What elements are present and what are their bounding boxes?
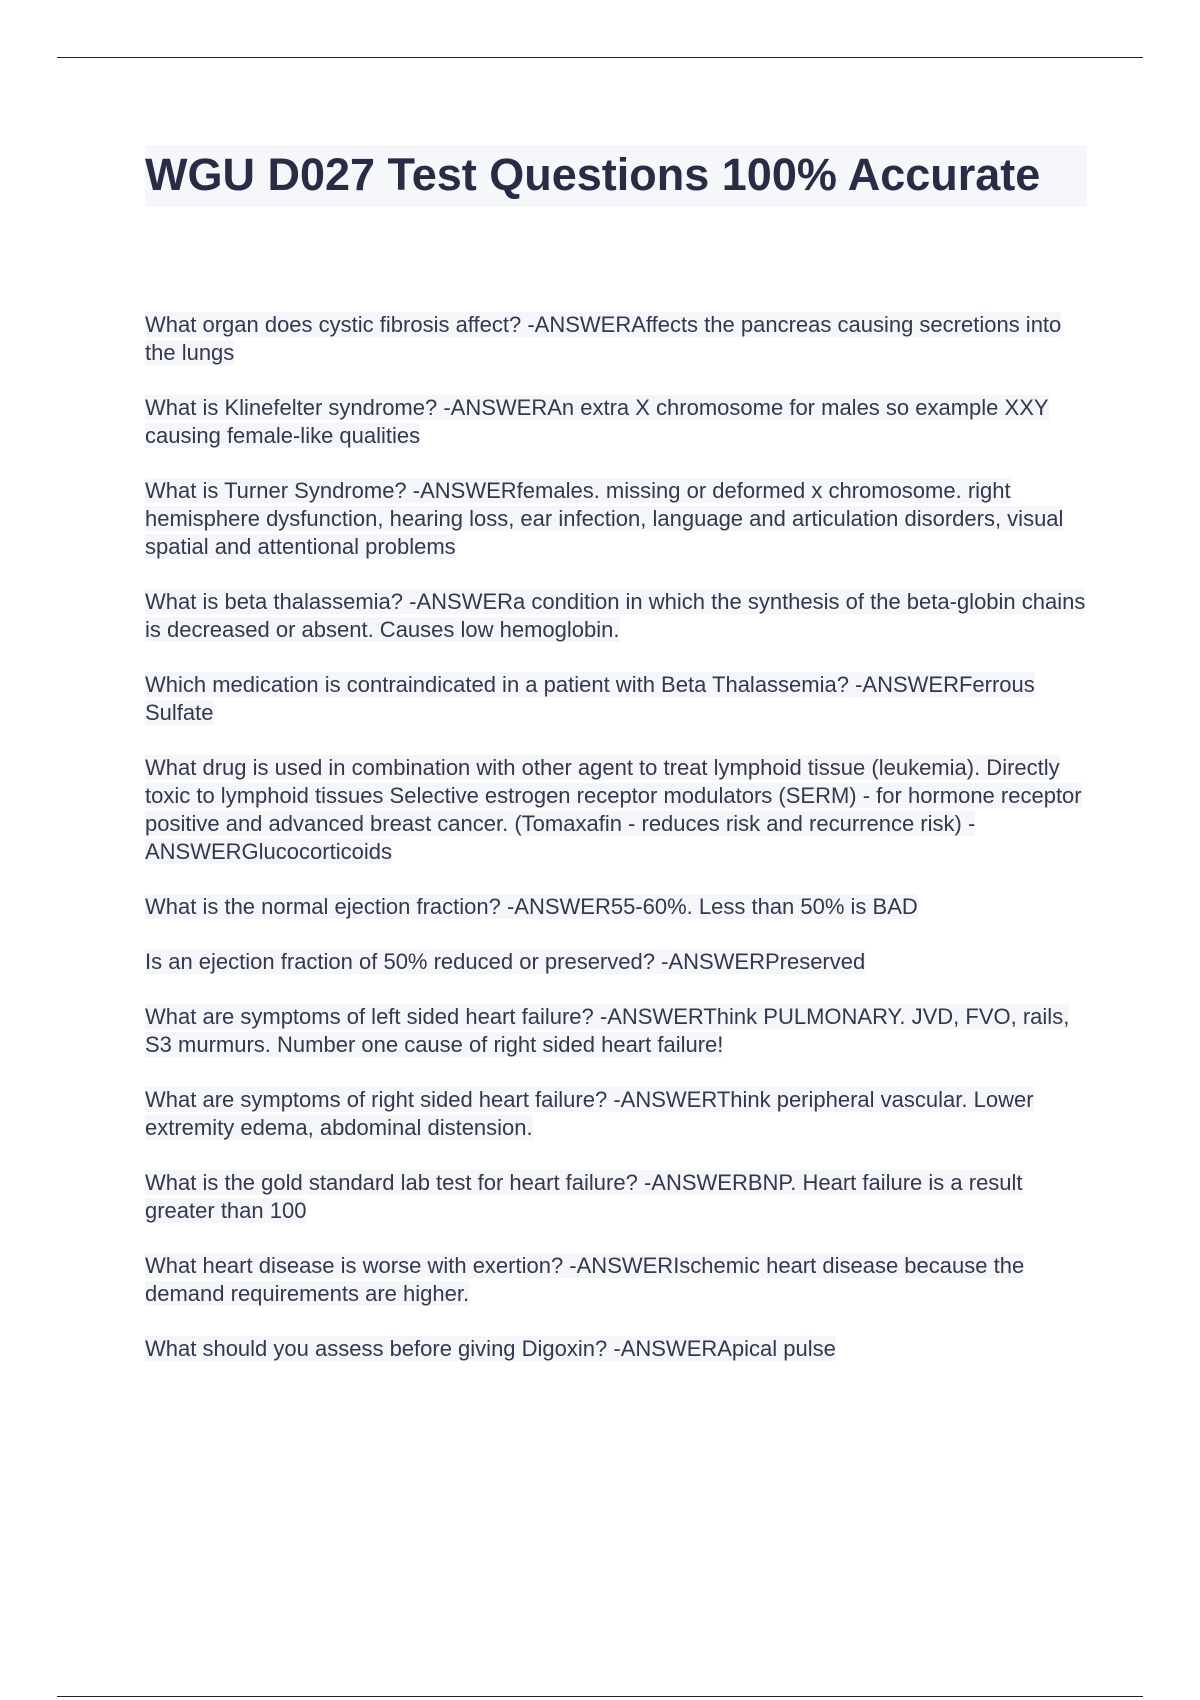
- qa-text: What are symptoms of right sided heart failure? -ANSWERThink peripheral vascular. Lower extremity edema, abdominal distension.: [145, 1087, 1034, 1140]
- qa-text: What should you assess before giving Digoxin? -ANSWERApical pulse: [145, 1336, 836, 1361]
- qa-item: [145, 1086, 1095, 1142]
- qa-text: What are symptoms of left sided heart failure? -ANSWERThink PULMONARY. JVD, FVO, rails, S3 murmurs. Number one cause of right sided heart failure!: [145, 1004, 1070, 1057]
- qa-text: Which medication is contraindicated in a patient with Beta Thalassemia? -ANSWERFerrous Sulfate: [145, 672, 1035, 725]
- qa-text: What is the gold standard lab test for heart failure? -ANSWERBNP. Heart failure is a result greater than 100: [145, 1170, 1023, 1223]
- qa-item: [145, 394, 1095, 450]
- qa-item: [145, 477, 1095, 561]
- qa-list: [145, 311, 1095, 1390]
- qa-item: [145, 1335, 1095, 1363]
- header-rule: [57, 57, 1143, 58]
- qa-item: [145, 754, 1095, 866]
- qa-text: What is the normal ejection fraction? -ANSWER55-60%. Less than 50% is BAD: [145, 894, 918, 919]
- qa-item: [145, 588, 1095, 644]
- qa-item: [145, 671, 1095, 727]
- qa-item: [145, 948, 1095, 976]
- qa-text: What organ does cystic fibrosis affect? -ANSWERAffects the pancreas causing secretions into the lungs: [145, 312, 1062, 365]
- qa-item: [145, 1169, 1095, 1225]
- qa-item: [145, 893, 1095, 921]
- qa-text: What is Turner Syndrome? -ANSWERfemales. missing or deformed x chromosome. right hemisphere dysfunction, hearing loss, ear infection, language and articulation disorders, visual spatial and attentional problems: [145, 478, 1064, 559]
- qa-text: What is Klinefelter syndrome? -ANSWERAn extra X chromosome for males so example XXY causing female-like qualities: [145, 395, 1049, 448]
- qa-item: [145, 1252, 1095, 1308]
- qa-item: [145, 311, 1095, 367]
- title-block: [145, 145, 1087, 207]
- qa-text: Is an ejection fraction of 50% reduced or preserved? -ANSWERPreserved: [145, 949, 866, 974]
- qa-text: What drug is used in combination with other agent to treat lymphoid tissue (leukemia). Directly toxic to lymphoid tissues Selective estrogen receptor modulators (SERM) - for hormone receptor positive and advanced breast cancer. (Tomaxafin - reduces risk and recurrence risk) -ANSWERGlucocorticoids: [145, 755, 1082, 864]
- qa-text: What heart disease is worse with exertion? -ANSWERIschemic heart disease because the demand requirements are higher.: [145, 1253, 1025, 1306]
- footer-rule: [57, 1696, 1143, 1697]
- qa-item: [145, 1003, 1095, 1059]
- qa-text: What is beta thalassemia? -ANSWERa condition in which the synthesis of the beta-globin chains is decreased or absent. Causes low hemoglobin.: [145, 589, 1086, 642]
- document-title: WGU D027 Test Questions 100% Accurate: [145, 149, 1041, 200]
